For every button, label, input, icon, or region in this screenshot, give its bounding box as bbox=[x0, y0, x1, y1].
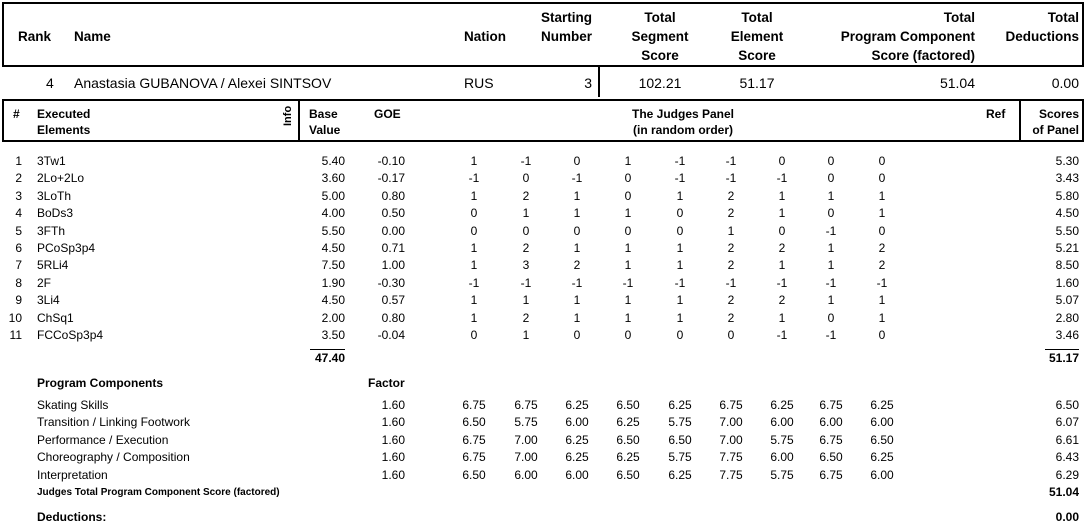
component-judge-score: 6.25 bbox=[616, 415, 640, 429]
component-judge-score: 6.00 bbox=[770, 450, 794, 464]
element-judge-score: 1 bbox=[778, 206, 786, 220]
elements-header-ref: Ref bbox=[986, 107, 1006, 121]
element-judge-score: 1 bbox=[470, 311, 478, 325]
element-judge-score: -1 bbox=[725, 171, 737, 185]
element-judge-score: 2 bbox=[778, 241, 786, 255]
element-judge-score: 1 bbox=[878, 206, 886, 220]
component-name: Choreography / Composition bbox=[37, 450, 190, 464]
element-number: 2 bbox=[15, 171, 22, 185]
element-judge-score: 1 bbox=[573, 311, 581, 325]
element-judge-score: 1 bbox=[573, 206, 581, 220]
element-judge-score: 0 bbox=[573, 154, 581, 168]
element-panel-score: 5.50 bbox=[1055, 224, 1079, 238]
component-judge-score: 6.75 bbox=[819, 468, 843, 482]
header-nation: Nation bbox=[464, 29, 506, 44]
element-judge-score: 1 bbox=[878, 189, 886, 203]
element-judge-score: 1 bbox=[676, 258, 684, 272]
element-number: 10 bbox=[8, 311, 22, 325]
component-judge-score: 5.75 bbox=[668, 415, 692, 429]
skater-total-element-score: 51.17 bbox=[739, 75, 775, 91]
element-judge-score: 2 bbox=[522, 311, 530, 325]
elements-header-num: # bbox=[13, 107, 20, 121]
component-panel-score: 6.29 bbox=[1055, 468, 1079, 482]
element-judge-score: -1 bbox=[674, 154, 686, 168]
element-number: 9 bbox=[15, 293, 22, 307]
component-judge-score: 6.50 bbox=[668, 433, 692, 447]
element-judge-score: 2 bbox=[727, 241, 735, 255]
header-rank: Rank bbox=[18, 29, 52, 44]
component-factor: 1.60 bbox=[381, 433, 405, 447]
element-judge-score: -1 bbox=[622, 276, 634, 290]
elements-header-executed: Executed Elements bbox=[37, 107, 91, 137]
element-panel-score: 5.07 bbox=[1055, 293, 1079, 307]
component-judge-score: 5.75 bbox=[514, 415, 538, 429]
element-judge-score: 1 bbox=[827, 258, 835, 272]
component-factor: 1.60 bbox=[381, 450, 405, 464]
elements-header-top bbox=[2, 99, 1084, 101]
component-judge-score: 6.00 bbox=[514, 468, 538, 482]
element-judge-score: 1 bbox=[676, 189, 684, 203]
deductions-label: Deductions: bbox=[37, 510, 107, 524]
element-name: PCoSp3p4 bbox=[37, 241, 96, 255]
element-name: 3Li4 bbox=[37, 293, 60, 307]
header-name: Name bbox=[74, 29, 111, 44]
element-judge-score: 0 bbox=[878, 224, 886, 238]
element-base-value: 3.60 bbox=[321, 171, 345, 185]
component-judge-score: 6.25 bbox=[565, 433, 589, 447]
component-judge-score: 6.50 bbox=[462, 468, 486, 482]
element-judge-score: 0 bbox=[624, 224, 632, 238]
element-judge-score: -1 bbox=[468, 171, 480, 185]
element-goe: 0.50 bbox=[381, 206, 405, 220]
component-judge-score: 6.50 bbox=[616, 398, 640, 412]
component-judge-score: 6.25 bbox=[565, 450, 589, 464]
element-judge-score: 1 bbox=[522, 328, 530, 342]
header-starting-number: Starting Number bbox=[540, 10, 592, 44]
element-judge-score: 1 bbox=[624, 154, 632, 168]
element-judge-score: 2 bbox=[727, 311, 735, 325]
element-judge-score: 0 bbox=[573, 224, 581, 238]
element-judge-score: 1 bbox=[470, 293, 478, 307]
pcs-total-label: Judges Total Program Component Score (factored) bbox=[37, 487, 280, 498]
component-judge-score: 6.75 bbox=[514, 398, 538, 412]
component-panel-score: 6.43 bbox=[1055, 450, 1079, 464]
element-judge-score: 0 bbox=[878, 154, 886, 168]
summary-divider bbox=[598, 67, 600, 97]
element-judge-score: 1 bbox=[676, 311, 684, 325]
component-judge-score: 6.75 bbox=[719, 398, 743, 412]
element-panel-score: 4.50 bbox=[1055, 206, 1079, 220]
element-judge-score: 2 bbox=[727, 206, 735, 220]
element-name: 2Lo+2Lo bbox=[37, 171, 85, 185]
element-name: ChSq1 bbox=[37, 311, 74, 325]
component-judge-score: 6.00 bbox=[870, 468, 894, 482]
element-goe: -0.04 bbox=[377, 328, 405, 342]
element-base-value: 2.00 bbox=[321, 311, 345, 325]
element-judge-score: 1 bbox=[470, 189, 478, 203]
header-total-element-score: Total Element Score bbox=[730, 10, 784, 63]
component-judge-score: 5.75 bbox=[668, 450, 692, 464]
component-judge-score: 6.25 bbox=[616, 450, 640, 464]
element-number: 5 bbox=[15, 224, 22, 238]
element-base-value: 4.50 bbox=[321, 293, 345, 307]
element-number: 7 bbox=[15, 258, 22, 272]
element-judge-score: 0 bbox=[778, 154, 786, 168]
element-judge-score: 1 bbox=[827, 189, 835, 203]
skater-nation: RUS bbox=[464, 75, 494, 91]
element-judge-score: 1 bbox=[624, 258, 632, 272]
element-judge-score: 2 bbox=[522, 189, 530, 203]
header-total-deductions: Total Deductions bbox=[1005, 10, 1079, 44]
component-judge-score: 6.50 bbox=[616, 468, 640, 482]
component-name: Interpretation bbox=[37, 468, 108, 482]
element-panel-score: 3.46 bbox=[1055, 328, 1079, 342]
element-judge-score: 0 bbox=[878, 328, 886, 342]
element-judge-score: 0 bbox=[827, 171, 835, 185]
element-judge-score: 1 bbox=[573, 241, 581, 255]
component-factor: 1.60 bbox=[381, 398, 405, 412]
elements-header-judges-panel: The Judges Panel (in random order) bbox=[631, 107, 735, 137]
component-judge-score: 6.75 bbox=[819, 398, 843, 412]
element-judge-score: 1 bbox=[727, 224, 735, 238]
element-judge-score: 0 bbox=[624, 189, 632, 203]
element-base-value: 3.50 bbox=[321, 328, 345, 342]
header-total-segment-score: Total Segment Score bbox=[631, 10, 689, 63]
element-base-value: 5.50 bbox=[321, 224, 345, 238]
component-judge-score: 5.75 bbox=[770, 468, 794, 482]
component-judge-score: 6.00 bbox=[565, 415, 589, 429]
element-number: 3 bbox=[15, 189, 22, 203]
base-total-line bbox=[310, 349, 345, 350]
elements-header-info: Info bbox=[282, 105, 294, 126]
element-name: FCCoSp3p4 bbox=[37, 328, 104, 342]
element-judge-score: 2 bbox=[727, 293, 735, 307]
component-judge-score: 6.25 bbox=[668, 468, 692, 482]
element-judge-score: 0 bbox=[624, 171, 632, 185]
element-judge-score: 1 bbox=[878, 311, 886, 325]
element-name: 5RLi4 bbox=[37, 258, 69, 272]
element-judge-score: 2 bbox=[727, 258, 735, 272]
elements-header-divider-info bbox=[298, 101, 300, 141]
component-judge-score: 6.00 bbox=[565, 468, 589, 482]
element-judge-score: 1 bbox=[827, 241, 835, 255]
skater-total-segment-score: 102.21 bbox=[638, 75, 682, 91]
elements-header-left bbox=[2, 99, 4, 141]
element-judge-score: -1 bbox=[776, 171, 788, 185]
element-panel-score: 3.43 bbox=[1055, 171, 1079, 185]
elements-header-goe: GOE bbox=[374, 107, 401, 121]
element-judge-score: -1 bbox=[571, 171, 583, 185]
element-judge-score: -1 bbox=[825, 328, 837, 342]
skater-total-pcs: 51.04 bbox=[939, 75, 975, 91]
element-panel-score: 5.21 bbox=[1055, 241, 1079, 255]
element-goe: 0.71 bbox=[381, 241, 405, 255]
element-base-value: 4.50 bbox=[321, 241, 345, 255]
component-judge-score: 6.00 bbox=[819, 415, 843, 429]
element-name: 3Tw1 bbox=[37, 154, 66, 168]
element-judge-score: -1 bbox=[674, 171, 686, 185]
component-judge-score: 6.75 bbox=[462, 450, 486, 464]
element-judge-score: 1 bbox=[522, 293, 530, 307]
element-base-value: 1.90 bbox=[321, 276, 345, 290]
elements-header-base-value: Base Value bbox=[309, 107, 341, 137]
element-goe: -0.30 bbox=[377, 276, 405, 290]
element-judge-score: 2 bbox=[573, 258, 581, 272]
component-judge-score: 7.00 bbox=[719, 433, 743, 447]
skater-rank: 4 bbox=[46, 75, 54, 91]
element-judge-score: -1 bbox=[725, 154, 737, 168]
element-panel-score: 5.80 bbox=[1055, 189, 1079, 203]
element-number: 4 bbox=[15, 206, 22, 220]
element-goe: 0.57 bbox=[381, 293, 405, 307]
element-judge-score: 0 bbox=[676, 328, 684, 342]
element-judge-score: 1 bbox=[878, 293, 886, 307]
header-border-left bbox=[2, 2, 4, 67]
element-judge-score: 0 bbox=[470, 224, 478, 238]
element-judge-score: 1 bbox=[827, 293, 835, 307]
pc-factor-header: Factor bbox=[368, 376, 405, 390]
skater-name: Anastasia GUBANOVA / Alexei SINTSOV bbox=[74, 75, 332, 91]
component-judge-score: 6.00 bbox=[870, 415, 894, 429]
component-panel-score: 6.07 bbox=[1055, 415, 1079, 429]
element-panel-score: 1.60 bbox=[1055, 276, 1079, 290]
element-judge-score: 0 bbox=[573, 328, 581, 342]
element-judge-score: 1 bbox=[624, 241, 632, 255]
component-judge-score: 6.25 bbox=[668, 398, 692, 412]
pc-title: Program Components bbox=[37, 376, 164, 390]
element-judge-score: 0 bbox=[676, 224, 684, 238]
element-judge-score: -1 bbox=[876, 276, 888, 290]
element-judge-score: 1 bbox=[624, 293, 632, 307]
component-panel-score: 6.50 bbox=[1055, 398, 1079, 412]
element-judge-score: -1 bbox=[468, 276, 480, 290]
elements-total-base: 47.40 bbox=[314, 351, 345, 365]
component-factor: 1.60 bbox=[381, 415, 405, 429]
component-name: Skating Skills bbox=[37, 398, 109, 412]
component-judge-score: 6.50 bbox=[616, 433, 640, 447]
skater-total-deductions: 0.00 bbox=[1051, 75, 1079, 91]
element-judge-score: -1 bbox=[725, 276, 737, 290]
element-number: 8 bbox=[15, 276, 22, 290]
element-judge-score: 1 bbox=[676, 293, 684, 307]
element-judge-score: -1 bbox=[825, 276, 837, 290]
deductions-value: 0.00 bbox=[1055, 510, 1079, 524]
element-judge-score: 0 bbox=[470, 206, 478, 220]
element-goe: -0.17 bbox=[377, 171, 405, 185]
element-base-value: 7.50 bbox=[321, 258, 345, 272]
element-judge-score: -1 bbox=[571, 276, 583, 290]
component-judge-score: 6.50 bbox=[819, 450, 843, 464]
element-judge-score: 2 bbox=[727, 189, 735, 203]
element-judge-score: 2 bbox=[878, 258, 886, 272]
elements-header-scores-of-panel: Scores of Panel bbox=[1032, 107, 1079, 137]
element-judge-score: 0 bbox=[778, 224, 786, 238]
component-judge-score: 5.75 bbox=[770, 433, 794, 447]
element-goe: 0.00 bbox=[381, 224, 405, 238]
component-judge-score: 6.25 bbox=[565, 398, 589, 412]
component-panel-score: 6.61 bbox=[1055, 433, 1079, 447]
element-judge-score: 0 bbox=[522, 171, 530, 185]
score-total-line bbox=[1045, 349, 1079, 350]
element-judge-score: 0 bbox=[878, 171, 886, 185]
element-name: 3LoTh bbox=[37, 189, 72, 203]
element-judge-score: -1 bbox=[674, 276, 686, 290]
element-judge-score: 1 bbox=[470, 258, 478, 272]
element-judge-score: 0 bbox=[676, 206, 684, 220]
element-goe: 0.80 bbox=[381, 189, 405, 203]
element-judge-score: 1 bbox=[470, 241, 478, 255]
header-border-right bbox=[1082, 2, 1084, 67]
element-judge-score: 0 bbox=[727, 328, 735, 342]
element-judge-score: 0 bbox=[624, 328, 632, 342]
element-judge-score: 1 bbox=[778, 311, 786, 325]
element-number: 11 bbox=[9, 328, 22, 342]
element-name: 3FTh bbox=[37, 224, 66, 238]
element-judge-score: 1 bbox=[470, 154, 478, 168]
element-name: BoDs3 bbox=[37, 206, 74, 220]
element-panel-score: 2.80 bbox=[1055, 311, 1079, 325]
component-judge-score: 6.25 bbox=[870, 450, 894, 464]
component-judge-score: 6.75 bbox=[819, 433, 843, 447]
component-judge-score: 7.00 bbox=[719, 415, 743, 429]
header-total-pcs: Total Program Component Score (factored) bbox=[840, 10, 975, 63]
element-judge-score: 1 bbox=[778, 258, 786, 272]
element-judge-score: 0 bbox=[522, 224, 530, 238]
element-judge-score: -1 bbox=[776, 328, 788, 342]
element-number: 6 bbox=[15, 241, 22, 255]
element-judge-score: -1 bbox=[776, 276, 788, 290]
component-judge-score: 6.00 bbox=[770, 415, 794, 429]
element-panel-score: 8.50 bbox=[1055, 258, 1079, 272]
component-judge-score: 6.50 bbox=[462, 415, 486, 429]
component-judge-score: 6.50 bbox=[870, 433, 894, 447]
elements-header-right bbox=[1082, 99, 1084, 141]
element-judge-score: 0 bbox=[827, 206, 835, 220]
component-judge-score: 7.75 bbox=[719, 468, 743, 482]
element-goe: -0.10 bbox=[377, 154, 405, 168]
header-border-top bbox=[2, 2, 1084, 4]
element-judge-score: 3 bbox=[522, 258, 530, 272]
header-border-bottom bbox=[2, 65, 1084, 67]
element-judge-score: -1 bbox=[520, 276, 532, 290]
element-judge-score: 2 bbox=[522, 241, 530, 255]
element-judge-score: 1 bbox=[676, 241, 684, 255]
element-goe: 1.00 bbox=[381, 258, 405, 272]
element-name: 2F bbox=[37, 276, 52, 290]
element-judge-score: 2 bbox=[878, 241, 886, 255]
pcs-total-value: 51.04 bbox=[1048, 485, 1079, 499]
component-name: Performance / Execution bbox=[37, 433, 169, 447]
element-judge-score: 1 bbox=[624, 311, 632, 325]
element-judge-score: 2 bbox=[778, 293, 786, 307]
component-judge-score: 7.00 bbox=[514, 450, 538, 464]
skater-starting-number: 3 bbox=[584, 75, 592, 91]
element-base-value: 5.40 bbox=[321, 154, 345, 168]
elements-total-score: 51.17 bbox=[1048, 351, 1079, 365]
element-judge-score: 1 bbox=[624, 206, 632, 220]
component-judge-score: 7.00 bbox=[514, 433, 538, 447]
element-judge-score: 0 bbox=[827, 154, 835, 168]
element-judge-score: 1 bbox=[778, 189, 786, 203]
component-judge-score: 6.75 bbox=[462, 433, 486, 447]
element-goe: 0.80 bbox=[381, 311, 405, 325]
element-base-value: 4.00 bbox=[321, 206, 345, 220]
component-judge-score: 6.25 bbox=[870, 398, 894, 412]
element-judge-score: 1 bbox=[522, 206, 530, 220]
component-judge-score: 6.75 bbox=[462, 398, 486, 412]
elements-header-bottom bbox=[2, 140, 1084, 142]
element-judge-score: 1 bbox=[573, 293, 581, 307]
element-panel-score: 5.30 bbox=[1055, 154, 1079, 168]
element-judge-score: 0 bbox=[827, 311, 835, 325]
element-judge-score: -1 bbox=[825, 224, 837, 238]
component-judge-score: 7.75 bbox=[719, 450, 743, 464]
component-judge-score: 6.25 bbox=[770, 398, 794, 412]
element-number: 1 bbox=[15, 154, 22, 168]
component-name: Transition / Linking Footwork bbox=[37, 415, 190, 429]
element-judge-score: 0 bbox=[470, 328, 478, 342]
element-judge-score: -1 bbox=[520, 154, 532, 168]
component-factor: 1.60 bbox=[381, 468, 405, 482]
element-judge-score: 1 bbox=[573, 189, 581, 203]
element-base-value: 5.00 bbox=[321, 189, 345, 203]
